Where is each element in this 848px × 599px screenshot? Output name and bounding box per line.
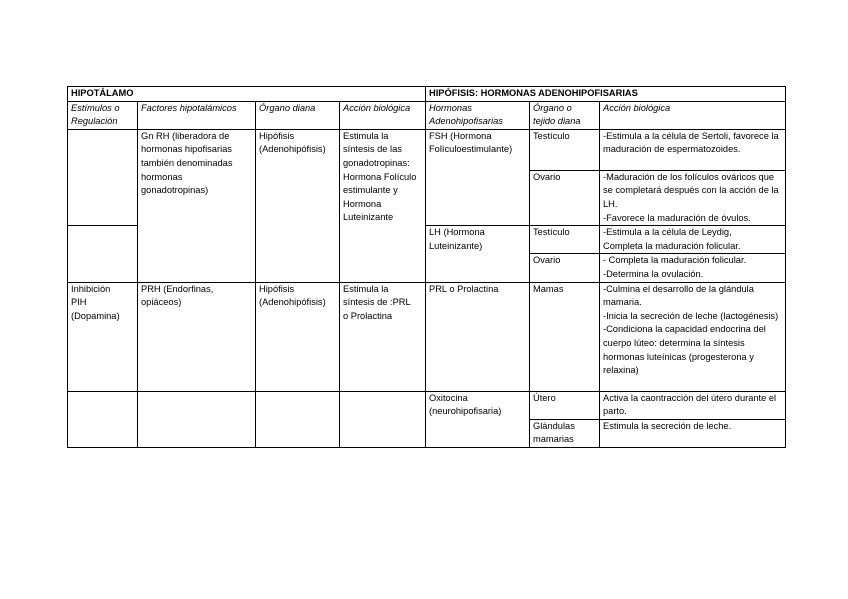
gnrh-factor: Gn RH (liberadora de hormonas hipofisarias también denominadas hormonas gonadotropinas) (138, 129, 256, 282)
lh-ovario-accion: - Completa la maduración folicular. -Determina la ovulación. (600, 254, 786, 282)
lh-testiculo-organo: Testículo (530, 226, 600, 254)
utero-accion: Activa la caontracción del útero durante el parto. (600, 391, 786, 419)
lh-testiculo-accion: -Estimula a la célula de Leydig, Completa la maduración folicular. (600, 226, 786, 254)
prh-organo: Hipófisis (Adenohipófisis) (256, 282, 340, 391)
col-organo-tejido: Órgano o tejido diana (530, 101, 600, 129)
col-factores: Factores hipotalámicos (138, 101, 256, 129)
hormone-table (67, 86, 786, 448)
fsh-ovario-accion: -Maduración de los folículos ováricos que se completará después con la acción de la LH. -Favorece la maduración de óvulos. (600, 170, 786, 225)
hipotalamo-title: HIPOTÁLAMO (68, 87, 426, 102)
fsh-testiculo-organo: Testículo (530, 129, 600, 170)
table-row (68, 391, 786, 419)
lh-ovario-organo: Ovario (530, 254, 600, 282)
fsh-ovario-organo: Ovario (530, 170, 600, 225)
prolactina-accion: -Culmina el desarrollo de la glándula mamaria. -Inicia la secreción de leche (lactogénesis) -Condiciona la capacidad endocrina del cuerpo lúteo: determina la síntesis hormonas luteínicas (progesterona y relaxina) (600, 282, 786, 391)
col-estimulos: Estímulos o Regulación (68, 101, 138, 129)
fsh-testiculo-accion: -Estimula a la célula de Sertoli, favorece la maduración de espermatozoides. (600, 129, 786, 170)
utero-organo: Útero (530, 391, 600, 419)
prh-factor: PRH (Endorfinas, opiáceos) (138, 282, 256, 391)
empty-cell (68, 391, 138, 447)
col-organo-diana: Órgano diana (256, 101, 340, 129)
table-row (68, 129, 786, 170)
empty-cell (68, 129, 138, 225)
oxitocina-hormona: Oxitocina (neurohipofisaria) (426, 391, 530, 447)
prh-estimulo: Inhibición PIH (Dopamina) (68, 282, 138, 391)
fsh-hormona: FSH (Hormona Folículoestimulante) (426, 129, 530, 225)
column-header-row (68, 101, 786, 129)
glandulas-organo: Glándulas mamarias (530, 419, 600, 447)
lh-hormona: LH (Hormona Luteinizante) (426, 226, 530, 282)
glandulas-accion: Estimula la secreción de leche. (600, 419, 786, 447)
empty-cell (68, 226, 138, 282)
empty-cell (256, 391, 340, 447)
title-row (68, 87, 786, 102)
empty-cell (340, 391, 426, 447)
table-row (68, 282, 786, 391)
col-hormonas: Hormonas Adenohipofisarias (426, 101, 530, 129)
gnrh-organo: Hipófisis (Adenohipófisis) (256, 129, 340, 282)
gnrh-accion: Estimula la síntesis de las gonadotropinas: Hormona Folículo estimulante y Hormona Luteinizante (340, 129, 426, 282)
prh-accion: Estimula la síntesis de :PRL o Prolactina (340, 282, 426, 391)
mamas-organo: Mamas (530, 282, 600, 391)
col-accion-hormona: Acción biológica (600, 101, 786, 129)
hipofisis-title: HIPÓFISIS: HORMONAS ADENOHIPOFISARIAS (426, 87, 786, 102)
prolactina-hormona: PRL o Prolactina (426, 282, 530, 391)
empty-cell (138, 391, 256, 447)
col-accion-biologica: Acción biológica (340, 101, 426, 129)
